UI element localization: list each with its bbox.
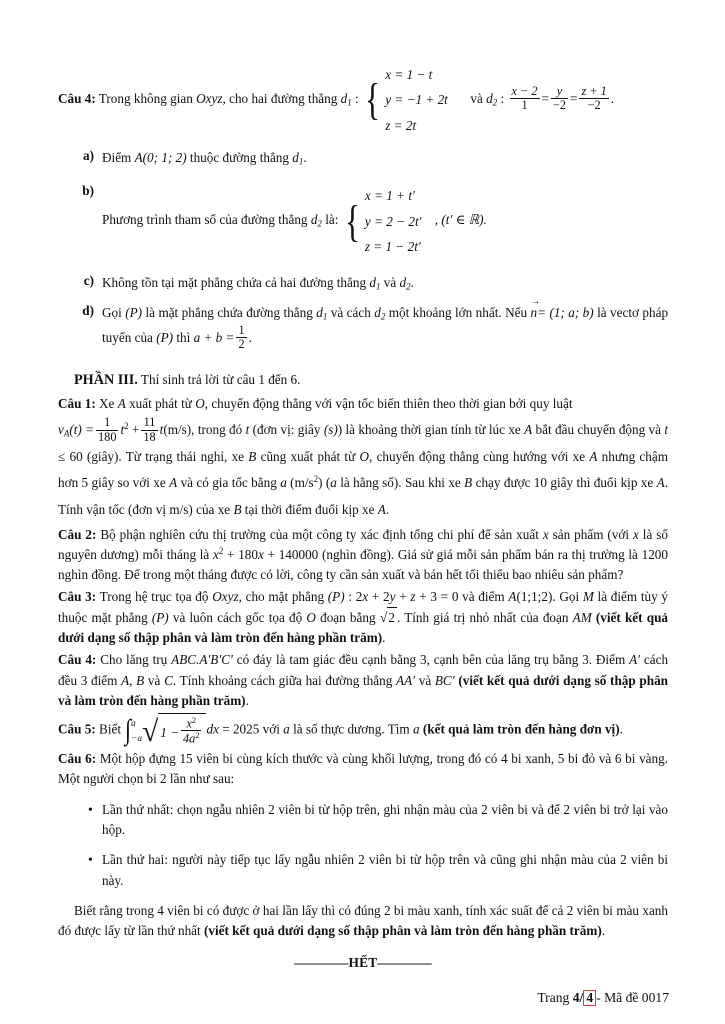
- line-d2-symbol: d: [486, 91, 493, 107]
- q4-label: Câu 4:: [58, 652, 97, 668]
- footer-slash: /: [579, 990, 584, 1005]
- cau4-item-c: [58, 273, 668, 294]
- line-d2-sub: 2: [492, 97, 498, 108]
- q4-text-3: cách đều 3 điểm A, B và C. Tính khoảng cách giữa hai đường thẳng: [58, 652, 669, 688]
- q1-label: Câu 1:: [58, 396, 96, 412]
- item-a-point: A(0; 1; 2): [134, 150, 187, 166]
- q1-frac2-num: 11: [143, 415, 156, 430]
- d2-den-2: −2: [552, 98, 567, 113]
- cau4-item-d: [58, 303, 668, 352]
- item-d-text-3: và cách: [330, 304, 371, 320]
- question-4: [58, 650, 668, 710]
- item-d-plane2: (P): [156, 330, 174, 346]
- item-d-fraction: [236, 324, 246, 352]
- q1-unit: (m/s),: [163, 422, 195, 438]
- page-footer: [537, 990, 669, 1006]
- d2-den-1: 1: [510, 98, 540, 112]
- q6-closing-period: .: [601, 923, 606, 939]
- item-d-frac-num: 1: [238, 323, 245, 338]
- question-2: [58, 525, 668, 585]
- line-d1-symbol: d: [340, 91, 348, 107]
- q6-bullet-2-text: Lần thứ hai: người này tiếp tục lấy ngẫu nhiên 2 viên bi từ hộp trên và cũng ghi nhận màu của 2 viên bi này.: [102, 852, 668, 888]
- integrand-lead: 1 −: [160, 724, 180, 740]
- item-d-line2: d: [374, 304, 381, 320]
- normal-vector-symbol: n →: [531, 303, 538, 323]
- item-a-text-3: .: [303, 150, 307, 166]
- item-a-line: d: [292, 150, 299, 166]
- d2-system-rows: [363, 183, 422, 259]
- question-1-formula-line: [58, 416, 668, 523]
- q5-equals: = 2025: [222, 721, 260, 737]
- q3-label: Câu 3:: [58, 589, 97, 605]
- d2-eq-y: y = 2 − 2t′: [364, 213, 422, 229]
- q4-pointA: A′: [629, 652, 641, 668]
- item-d-line2-sub: 2: [380, 311, 386, 322]
- q5-label: Câu 5:: [58, 721, 96, 737]
- q1-formula-v: v: [58, 422, 64, 438]
- footer-page-total-highlight: 4: [583, 990, 596, 1006]
- item-d-text-7: .: [248, 330, 252, 346]
- section-heading-phan3: [58, 370, 668, 392]
- item-b-line-sub: 2: [317, 218, 322, 229]
- d2-eq-z: z = 1 − 2t′: [364, 239, 421, 255]
- d2-num-1: x − 2: [511, 84, 538, 99]
- footer-exam-code: Mã đề 0017: [604, 990, 669, 1005]
- question-5: [58, 713, 668, 748]
- item-b-line: d: [310, 212, 318, 228]
- item-body-b: [102, 183, 668, 259]
- connector-va: và: [470, 91, 483, 107]
- question-3: [58, 587, 668, 648]
- item-marker-c: c): [83, 273, 94, 289]
- q5-text-2: với a là số thực dương. Tìm a: [262, 721, 420, 737]
- item-d-text-2: là mặt phẳng chứa đường thẳng: [145, 304, 313, 320]
- item-body-d: [102, 303, 668, 352]
- brace-icon: {: [365, 75, 381, 125]
- bullet-icon: •: [88, 801, 93, 817]
- q1-frac1-num: 1: [104, 415, 111, 430]
- q3-period: .: [382, 630, 386, 646]
- q3-segment: AM: [572, 610, 592, 626]
- sqrt-2-value: 2: [387, 607, 397, 628]
- integrand-sqrt: [142, 713, 207, 748]
- cau4-stem-text: Trong không gian Oxyz, cho hai đường thẳng: [98, 91, 341, 107]
- sqrt-2: √2: [380, 607, 397, 628]
- item-b-condition: , (t′ ∈ ℝ).: [434, 212, 487, 228]
- question-6: [58, 749, 668, 789]
- page-content: [58, 62, 668, 971]
- item-d-frac-den: 2: [238, 337, 245, 352]
- item-b-text-2: là:: [325, 212, 339, 228]
- dashes-right: ————: [377, 955, 432, 971]
- d1-eq-y: y = −1 + 2t: [385, 92, 448, 108]
- q1-frac2-var: t: [159, 422, 164, 438]
- question-cau4-part2-stem: Câu 4: Trong không gian Oxyz, cho hai đường thẳng $d_1$ : { x = 1 − t y = −1 + 2t z = 2t và $d_2$ : $\frac{x - 2}{1}$ = $\frac{y}{-2}$ = $\frac{z + 1}{-2}$ .: [58, 62, 668, 138]
- item-b-text-1: Phương trình tham số của đường thẳng: [102, 212, 308, 228]
- item-marker-b: b): [82, 183, 94, 199]
- footer-prefix: Trang: [537, 990, 570, 1005]
- q4-bold-note: (viết kết quả dưới dạng số thập phân và làm tròn đến hàng phần trăm): [58, 672, 669, 708]
- item-c-text-1: Không tồn tại mặt phẳng chứa cả hai đường thẳng: [102, 275, 367, 291]
- item-marker-d: d): [82, 302, 94, 318]
- q1-var-A: A: [117, 396, 126, 412]
- bullet-icon: •: [88, 852, 93, 868]
- item-d-line1: d: [316, 304, 323, 320]
- d2-num-3: z + 1: [581, 84, 607, 99]
- q5-bold-note: (kết quả làm tròn đến hàng đơn vị): [422, 721, 620, 737]
- d1-system-rows: [383, 62, 448, 138]
- cau4-item-a: [58, 148, 668, 169]
- q6-label: Câu 6:: [58, 751, 97, 767]
- q1-frac2-den: 18: [143, 429, 156, 444]
- cau4-item-b: [58, 183, 668, 259]
- integral-expression: [124, 715, 142, 745]
- q4-text-4: và: [418, 672, 432, 688]
- d2-den-3: −2: [579, 98, 608, 112]
- q1-frac-2: [141, 416, 157, 444]
- q4-text-2: có đáy là tam giác đều cạnh bằng 3, cạnh bên của lăng trụ bằng 3. Điểm: [236, 652, 626, 668]
- item-c-text-3: .: [410, 275, 414, 291]
- dashes-left: ————: [294, 955, 349, 971]
- q6-closing-text: Biết rằng trong 4 viên bi có được ở hai lần lấy thì có đúng 2 bi màu xanh, tính xác suất để cả 2 viên bi màu xanh đó được lấy từ lần thứ nhất: [58, 903, 668, 939]
- q1-text-2: xuất phát từ: [129, 396, 192, 412]
- q6-closing: [58, 901, 668, 941]
- integrand-fraction: [181, 716, 201, 747]
- q5-text-1: Biết: [99, 721, 122, 737]
- item-c-line2: d: [399, 275, 407, 291]
- item-d-text-5: là vectơ pháp tuyến của: [102, 304, 669, 346]
- item-a-line-sub: 1: [298, 156, 304, 167]
- q3-text-1: Trong hệ trục tọa độ Oxyz, cho mặt phẳng (P) : 2x + 2y + z + 3 = 0 và điểm A(1;1;2). Gọi M là điểm tùy ý thuộc mặt phẳng (P) và luôn cách gốc tọa độ O đoạn bằng √2 . Tính giá trị nhỏ nhất của đoạn AM (viết kết quả dưới dạng số thập phân và làm tròn đến hàng phần trăm).: [58, 589, 669, 646]
- q1-formula-v-sub: A: [63, 428, 70, 439]
- integral-upper-limit: a: [131, 718, 136, 729]
- het-text: HẾT: [348, 955, 378, 971]
- question-1: [58, 394, 668, 414]
- integral-icon: ∫: [125, 714, 132, 746]
- item-d-line1-sub: 1: [322, 311, 328, 322]
- q1-text-3: , chuyển động thẳng với vận tốc biến thiên theo thời gian bởi quy luật: [204, 396, 573, 412]
- q1-body-rest: trong đó t (đơn vị: giây (s)) là khoảng thời gian tính từ lúc xe A bắt đầu chuyển động và t ≤ 60 (giây). Từ trạng thái nghỉ, xe B cũng xuất phát từ O, chuyển động thẳng cùng hướng với xe A nhưng chậm hơn 5 giây so với xe A và có gia tốc bằng a $(m/s^2)$ (a là hằng số). Sau khi xe B chạy được 10 giây thì đuổi kịp xe A. Tính vận tốc (đơn vị m/s) của xe B tại thời điểm đuổi kịp xe A.: [58, 422, 669, 517]
- q5-dx: dx: [206, 721, 219, 737]
- d1-system: [362, 62, 448, 138]
- integral-lower-limit: −a: [131, 733, 142, 744]
- q1-text-1: Xe: [99, 396, 115, 412]
- cau4-label: Câu 4:: [58, 91, 96, 107]
- line-d1-sub: 1: [347, 97, 352, 108]
- integrand-body: [158, 713, 206, 748]
- q5-period: .: [619, 721, 623, 737]
- end-of-exam-marker: [58, 955, 668, 971]
- q6-bullet-2: [58, 850, 668, 891]
- q2-label: Câu 2:: [58, 527, 97, 543]
- item-body-a: [102, 148, 668, 169]
- integrand-den: $4a^2$: [183, 731, 200, 747]
- q1-frac-1: [96, 416, 118, 444]
- q1-frac1-var: t: [120, 422, 125, 438]
- item-d-expr: a + b =: [193, 330, 235, 346]
- item-body-c: [102, 273, 668, 294]
- q4-line2: BC′: [434, 672, 455, 688]
- d2-frac-3: [579, 85, 608, 113]
- item-d-text-6: thì: [176, 330, 191, 346]
- d2-frac-2: [551, 85, 568, 113]
- footer-page-current: 4: [572, 990, 580, 1005]
- q1-formula-arg: (t) =: [69, 422, 95, 438]
- d2-system: [342, 183, 422, 259]
- q3-bold-note: (viết kết quả dưới dạng số thập phân và làm tròn đến hàng phần trăm): [58, 610, 668, 646]
- q1-plus: +: [131, 422, 140, 438]
- d1-eq-x: x = 1 − t: [385, 67, 433, 82]
- q4-line1: AA′: [396, 672, 416, 688]
- q4-prism: ABC.A′B′C′: [171, 652, 233, 668]
- q4-period: .: [245, 692, 249, 708]
- q1-frac1-exp: 2: [124, 421, 129, 432]
- item-d-text-1: Gọi: [102, 304, 122, 320]
- d2-frac-1: [510, 85, 540, 113]
- q6-text-1: Một hộp đựng 15 viên bi cùng kích thước và cùng khối lượng, trong đó có 4 bi xanh, 5 bi đỏ và 6 bi vàng. Một người chọn bi 2 lần như sau:: [58, 751, 669, 787]
- q6-bullet-1: [58, 800, 668, 841]
- phan3-label: PHẦN III.: [74, 371, 138, 388]
- brace-icon: {: [344, 196, 360, 246]
- integrand-num: $x^2$: [186, 715, 197, 731]
- d2-eq-x: x = 1 + t′: [364, 188, 415, 204]
- item-c-line1: d: [369, 275, 376, 291]
- q2-text: Bộ phận nghiên cứu thị trường của một công ty xác định tổng chi phí để sản xuất x sản phẩm (với x là số nguyên dương) mỗi tháng là $x^2 + 180x + 140000$ (nghìn đồng). Giá sử giá mỗi sản phẩm bán ra thị trường là 1200 nghìn đồng. Để trong một tháng được có lời, công ty cần sản xuất và bán hết tối thiểu bao nhiêu sản phẩm?: [58, 527, 669, 583]
- phan3-instruction: Thí sinh trả lời từ câu 1 đến 6.: [140, 371, 301, 387]
- item-c-text-2: và: [383, 275, 397, 291]
- q4-text-1: Cho lăng trụ: [100, 652, 168, 668]
- normal-vector-value: = (1; a; b): [537, 304, 594, 320]
- q6-closing-bold: (viết kết quả dưới dạng số thập phân và làm tròn đến hàng phần trăm): [203, 923, 602, 939]
- item-a-text-1: Điểm: [102, 150, 132, 166]
- integral-limits: [131, 718, 142, 743]
- item-c-line2-sub: 2: [406, 281, 411, 292]
- item-d-text-4: một khoảng lớn nhất. Nếu: [388, 304, 528, 320]
- item-c-line1-sub: 1: [375, 281, 381, 292]
- item-d-plane: (P): [125, 304, 143, 320]
- item-a-text-2: thuộc đường thẳng: [189, 150, 289, 166]
- item-marker-a: a): [83, 148, 94, 164]
- q1-frac1-den: 180: [98, 429, 117, 444]
- d1-eq-z: z = 2t: [385, 117, 417, 133]
- footer-separator: -: [596, 990, 601, 1005]
- q6-bullet-1-text: Lần thứ nhất: chọn ngẫu nhiên 2 viên bi từ hộp trên, ghi nhận màu của 2 viên bi và để 2 viên bi trở lại vào hộp.: [102, 801, 668, 837]
- radical-icon: √: [141, 715, 159, 748]
- d2-num-2: y: [556, 84, 563, 99]
- q1-var-O: O: [195, 396, 205, 412]
